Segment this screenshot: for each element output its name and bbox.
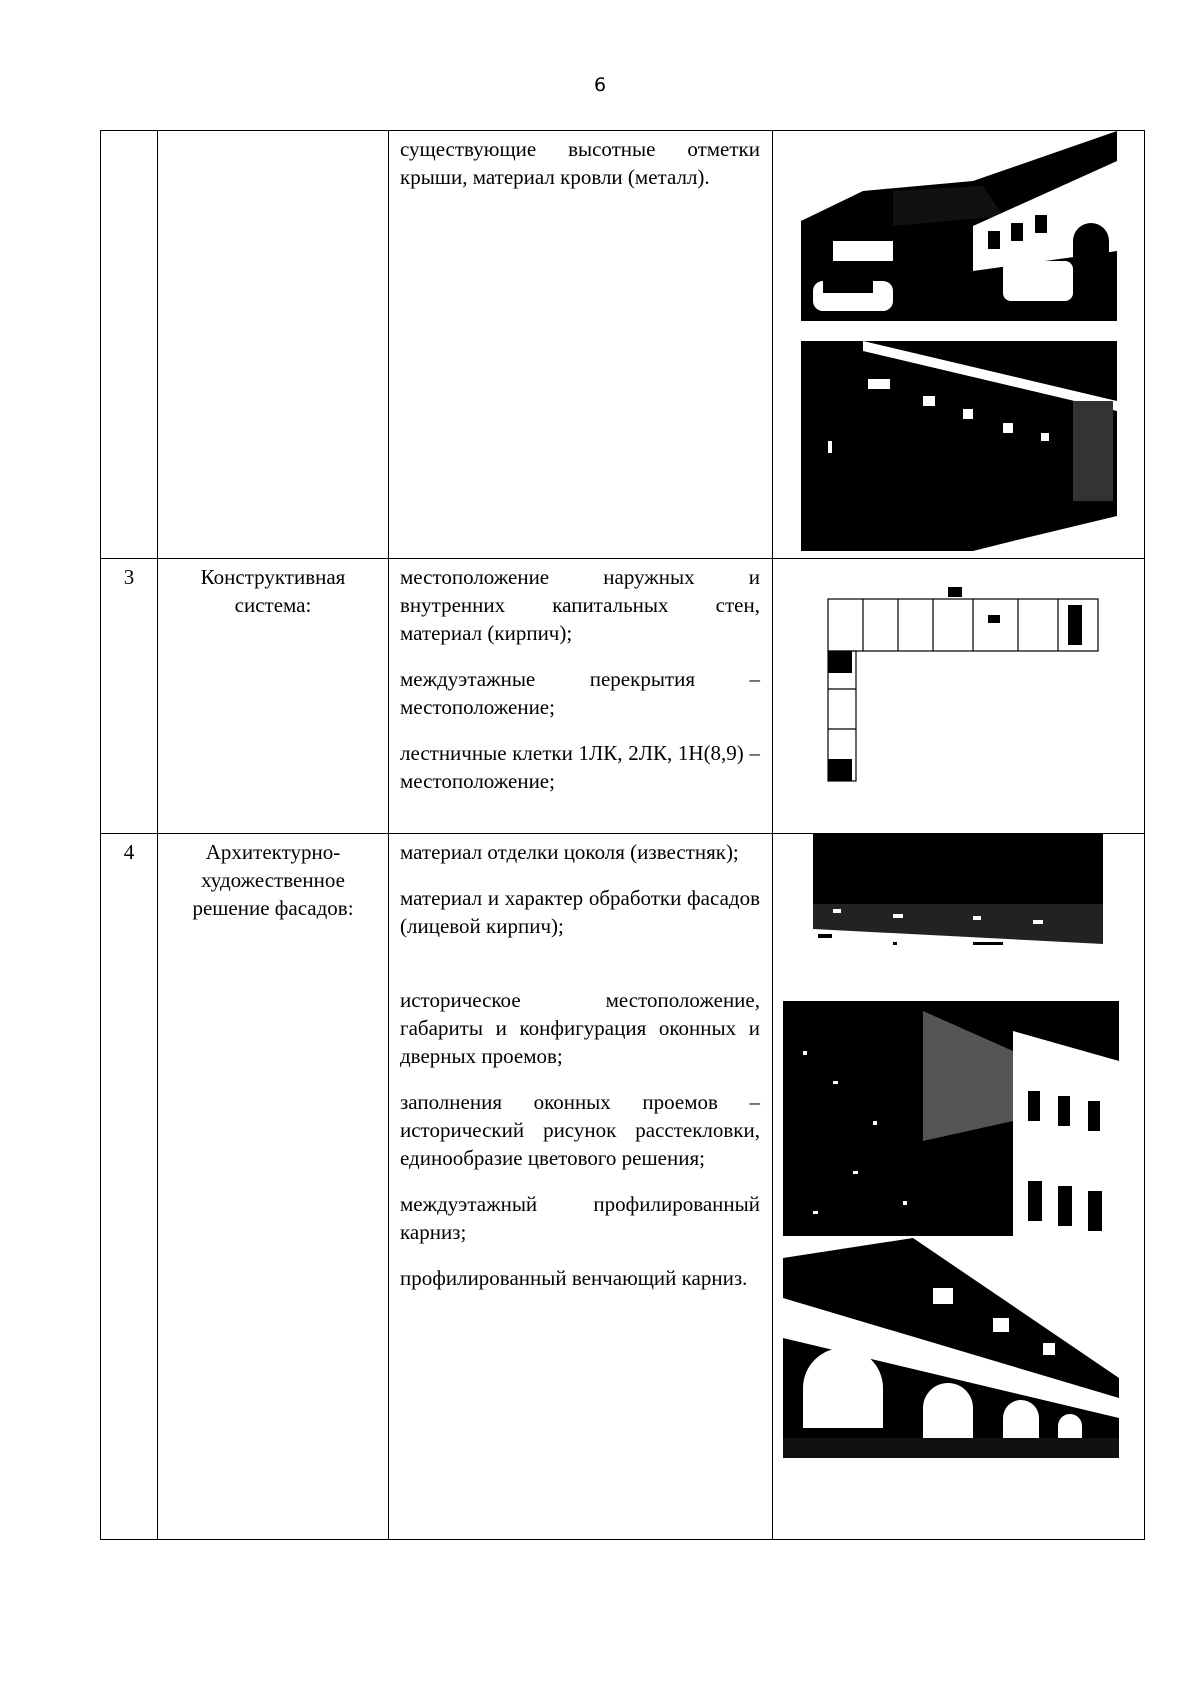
- photo-cell: [773, 834, 1145, 1540]
- description-paragraph: профилированный венчающий карниз.: [400, 1266, 748, 1290]
- row-subject: Архитектурно-художественное решение фасадов:: [158, 834, 389, 1540]
- row-subject: Конструктивная система:: [158, 559, 389, 834]
- description-paragraph: историческое местоположение, габариты и конфигурация оконных и дверных проемов;: [400, 988, 760, 1068]
- brick-facade-photo: [773, 1001, 1145, 1236]
- arched-facade-photo: [773, 1238, 1145, 1458]
- table-row: [101, 559, 1145, 834]
- description-paragraph: заполнения оконных проемов – исторический рисунок расстекловки, единообразие цветового решения;: [400, 1090, 760, 1170]
- row-description: [389, 131, 773, 559]
- floor-plan-drawing: [773, 559, 1145, 833]
- description-paragraph: лестничные клетки 1ЛК, 2ЛК, 1Н(8,9) – местоположение;: [400, 741, 760, 793]
- photo-cell: [773, 559, 1145, 834]
- row-description: [389, 559, 773, 834]
- limestone-plinth-photo: [773, 834, 1145, 999]
- row-description: [389, 834, 773, 1540]
- row-subject: [158, 131, 389, 559]
- description-paragraph: материал и характер обработки фасадов (лицевой кирпич);: [400, 886, 760, 938]
- description-paragraph: междуэтажные перекрытия – местоположение;: [400, 667, 760, 719]
- row-number: 4: [101, 834, 158, 1540]
- photo-cell: [773, 131, 1145, 559]
- page-number: 6: [593, 74, 607, 96]
- heritage-elements-table: [100, 130, 1145, 1540]
- row-number: [101, 131, 158, 559]
- description-paragraph: существующие высотные отметки крыши, материал кровли (металл).: [400, 137, 760, 189]
- description-paragraph: междуэтажный профилированный карниз;: [400, 1192, 760, 1244]
- description-paragraph: материал отделки цоколя (известняк);: [400, 840, 739, 864]
- building-courtyard-photo: [773, 131, 1145, 339]
- table-row: [101, 834, 1145, 1540]
- table-row: [101, 131, 1145, 559]
- description-paragraph: местоположение наружных и внутренних капитальных стен, материал (кирпич);: [400, 565, 760, 645]
- building-facade-photo: [773, 341, 1145, 551]
- row-number: 3: [101, 559, 158, 834]
